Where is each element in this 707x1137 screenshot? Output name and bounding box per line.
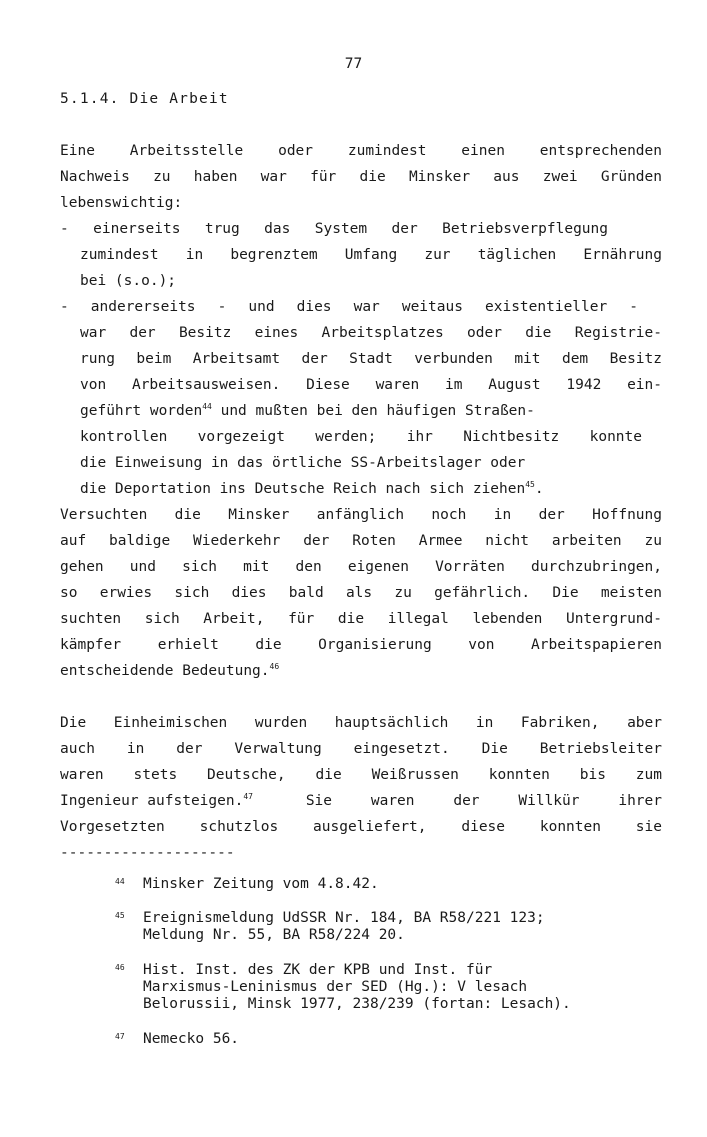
paragraph-line: Eine Arbeitsstelle oder zumindest einen entsprechenden	[60, 143, 662, 159]
paragraph-line	[60, 662, 662, 680]
bullet-line: bei (s.o.);	[80, 273, 177, 289]
text-run: geführt worden	[80, 403, 203, 419]
bullet-line	[80, 480, 662, 498]
bullet-line: rung beim Arbeitsamt der Stadt verbunden mit dem Besitz	[80, 351, 662, 367]
footnote-ref-45[interactable]: 45	[525, 480, 535, 489]
footnote-text: Hist. Inst. des ZK der KPB und Inst. für	[143, 962, 493, 978]
footnote-text: Ereignismeldung UdSSR Nr. 184, BA R58/221 123;	[143, 910, 545, 926]
paragraph-line: so erwies sich dies bald als zu gefährlich. Die meisten	[60, 585, 662, 601]
footnote-text: Meldung Nr. 55, BA R58/224 20.	[143, 927, 405, 943]
bullet-line: zumindest in begrenztem Umfang zur täglichen Ernährung	[80, 247, 662, 263]
paragraph-line: Nachweis zu haben war für die Minsker aus zwei Gründen	[60, 169, 662, 185]
footnote-text: Minsker Zeitung vom 4.8.42.	[143, 876, 379, 892]
footnote-ref-44[interactable]: 44	[202, 402, 212, 411]
text-run: und mußten bei den häufigen Straßen-	[211, 403, 535, 419]
footnote-text: Belorussii, Minsk 1977, 238/239 (fortan: Lesach).	[143, 996, 571, 1012]
bullet-line: die Einweisung in das örtliche SS-Arbeitslager oder	[80, 455, 526, 471]
paragraph-line: waren stets Deutsche, die Weißrussen konnten bis zum	[60, 767, 662, 783]
footnote-label: 45	[115, 911, 125, 920]
paragraph-line: lebenswichtig:	[60, 195, 183, 211]
footnote-label: 47	[115, 1032, 125, 1041]
footnote-text: Marxismus-Leninismus der SED (Hg.): V lesach	[143, 979, 528, 995]
paragraph-line: gehen und sich mit den eigenen Vorräten durchzubringen,	[60, 559, 662, 575]
paragraph-line: suchten sich Arbeit, für die illegal lebenden Untergrund-	[60, 611, 662, 627]
footnote-ref-47[interactable]: 47	[243, 792, 253, 801]
footnote-ref-46[interactable]: 46	[269, 662, 280, 671]
paragraph-line: Versuchten die Minsker anfänglich noch in der Hoffnung	[60, 507, 662, 523]
bullet-line: war der Besitz eines Arbeitsplatzes oder die Registrie-	[80, 325, 662, 341]
text-run: .	[534, 481, 544, 497]
text-run: Ingenieur aufsteigen.	[60, 793, 244, 809]
bullet-line: - einerseits trug das System der Betriebsverpflegung	[60, 221, 608, 237]
section-heading: 5.1.4. Die Arbeit	[60, 91, 229, 107]
paragraph-line: auch in der Verwaltung eingesetzt. Die Betriebsleiter	[60, 741, 662, 757]
paragraph-line: Die Einheimischen wurden hauptsächlich in Fabriken, aber	[60, 715, 662, 731]
footnote-label: 44	[115, 877, 125, 886]
paragraph-line: kämpfer erhielt die Organisierung von Arbeitspapieren	[60, 637, 662, 653]
text-run: Sie waren der Willkür ihrer	[266, 793, 662, 809]
bullet-line: - andererseits - und dies war weitaus existentieller -	[60, 299, 638, 315]
paragraph-line: auf baldige Wiederkehr der Roten Armee nicht arbeiten zu	[60, 533, 662, 549]
footnote-separator: --------------------	[60, 845, 235, 861]
text-run: die Deportation ins Deutsche Reich nach sich ziehen	[80, 481, 526, 497]
footnote-label: 46	[115, 963, 125, 972]
paragraph-line	[60, 792, 662, 810]
page-number: 77	[344, 56, 363, 72]
bullet-line: von Arbeitsausweisen. Diese waren im August 1942 ein-	[80, 377, 662, 393]
paragraph-line: Vorgesetzten schutzlos ausgeliefert, diese konnten sie	[60, 819, 662, 835]
text-run	[60, 792, 253, 810]
bullet-line	[80, 402, 662, 420]
bullet-line: kontrollen vorgezeigt werden; ihr Nichtbesitz konnte	[80, 429, 642, 445]
footnote-text: Nemecko 56.	[143, 1031, 240, 1047]
text-run: entscheidende Bedeutung.	[60, 663, 270, 679]
